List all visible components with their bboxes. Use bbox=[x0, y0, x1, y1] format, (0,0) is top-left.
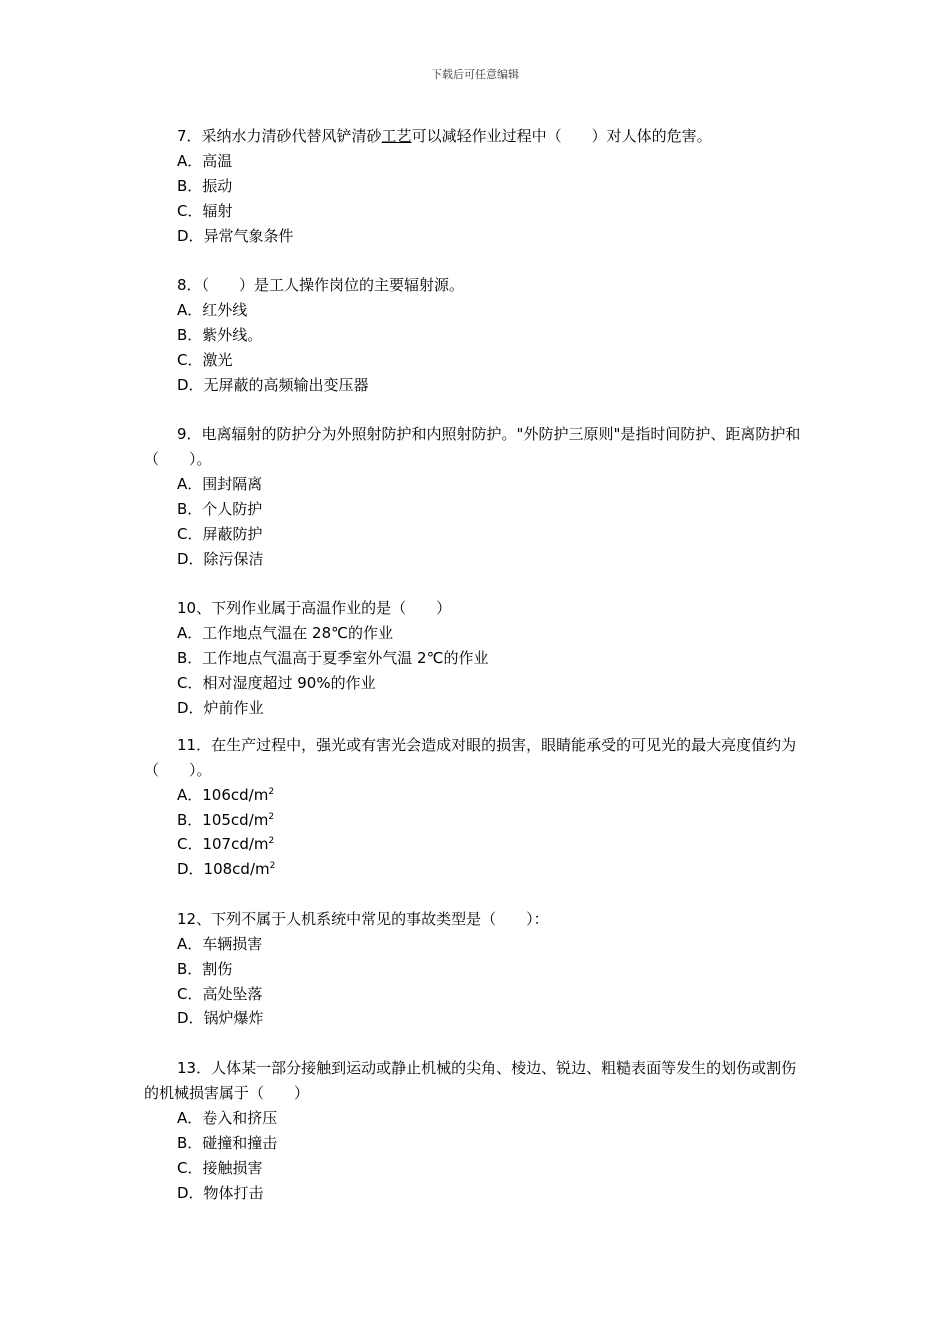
question-10 bbox=[144, 596, 809, 721]
question-11-option-d bbox=[177, 857, 809, 882]
question-13 bbox=[144, 1056, 809, 1205]
question-9-option-a: A．围封隔离 bbox=[177, 475, 263, 494]
question-9-option-c: C．屏蔽防护 bbox=[177, 524, 263, 543]
question-11-option-b-text: B．105cd/m bbox=[177, 810, 269, 829]
question-7 bbox=[144, 124, 809, 249]
question-13-option-d: D．物体打击 bbox=[177, 1183, 264, 1202]
question-7-option-a: A．高温 bbox=[177, 151, 233, 170]
question-11-option-b bbox=[177, 808, 809, 833]
question-8-option-c: C．激光 bbox=[177, 350, 233, 369]
question-11-option-c-text: C．107cd/m bbox=[177, 835, 269, 854]
question-10-stem: 10、下列作业属于高温作业的是（ ） bbox=[177, 599, 452, 618]
page-header: 下载后可任意编辑 bbox=[431, 68, 519, 81]
question-12 bbox=[144, 907, 809, 1032]
question-12-stem: 12、下列不属于人机系统中常见的事故类型是（ ）： bbox=[177, 909, 549, 928]
question-12-option-b: B．割伤 bbox=[177, 959, 233, 978]
question-13-option-b: B．碰撞和撞击 bbox=[177, 1133, 278, 1152]
question-7-option-d: D．异常气象条件 bbox=[177, 226, 294, 245]
question-7-stem-part2: 可以减轻作业过程中（ ）对人体的危害。 bbox=[411, 127, 712, 145]
question-8-option-d: D．无屏蔽的高频输出变压器 bbox=[177, 375, 369, 394]
question-11-option-c bbox=[177, 832, 809, 857]
question-11-option-c-sup: 2 bbox=[268, 836, 275, 847]
question-7-stem-underlined: 工艺 bbox=[381, 127, 412, 145]
question-12-option-a: A．车辆损害 bbox=[177, 934, 263, 953]
question-7-option-b: B．振动 bbox=[177, 176, 233, 195]
question-13-option-a: A．卷入和挤压 bbox=[177, 1108, 278, 1127]
question-8-option-a: A．红外线 bbox=[177, 301, 248, 320]
question-7-stem-part1: 7．采纳水力清砂代替风铲清砂 bbox=[177, 127, 382, 145]
question-10-option-c: C．相对湿度超过 90%的作业 bbox=[177, 674, 376, 692]
question-9-option-b: B．个人防护 bbox=[177, 499, 263, 518]
question-11-option-a-text: A．106cd/m bbox=[177, 785, 269, 804]
document-body bbox=[144, 124, 809, 1230]
question-11-option-a-sup: 2 bbox=[268, 786, 275, 797]
question-12-option-d: D．锅炉爆炸 bbox=[177, 1009, 264, 1028]
question-9-option-d: D．除污保洁 bbox=[177, 549, 264, 568]
question-11-option-a bbox=[177, 783, 809, 808]
question-13-stem: 13．人体某一部分接触到运动或静止机械的尖角、棱边、锐边、粗糙表面等发生的划伤或割伤的机械损害属于（ ） bbox=[144, 1058, 797, 1102]
question-11-option-d-sup: 2 bbox=[269, 861, 276, 872]
question-11-option-d-text: D．108cd/m bbox=[177, 860, 270, 879]
question-11 bbox=[144, 733, 809, 882]
question-10-option-d: D．炉前作业 bbox=[177, 698, 264, 717]
question-12-option-c: C．高处坠落 bbox=[177, 984, 263, 1003]
question-7-stem bbox=[144, 124, 809, 149]
question-10-option-b: B．工作地点气温高于夏季室外气温 2℃的作业 bbox=[177, 649, 489, 668]
question-8-option-b: B．紫外线。 bbox=[177, 325, 263, 344]
question-8 bbox=[144, 273, 809, 398]
question-10-option-a: A．工作地点气温在 28℃的作业 bbox=[177, 624, 393, 643]
question-9 bbox=[144, 422, 809, 571]
question-13-option-c: C．接触损害 bbox=[177, 1158, 263, 1177]
question-9-stem: 9．电离辐射的防护分为外照射防护和内照射防护。"外防护三原则"是指时间防护、距离防护和（ ）。 bbox=[144, 425, 801, 469]
question-11-option-b-sup: 2 bbox=[268, 811, 275, 822]
question-11-stem: 11．在生产过程中，强光或有害光会造成对眼的损害，眼睛能承受的可见光的最大亮度值约为（ ）。 bbox=[144, 735, 797, 779]
question-8-stem: 8．（ ）是工人操作岗位的主要辐射源。 bbox=[177, 276, 465, 295]
question-7-option-c: C．辐射 bbox=[177, 201, 233, 220]
